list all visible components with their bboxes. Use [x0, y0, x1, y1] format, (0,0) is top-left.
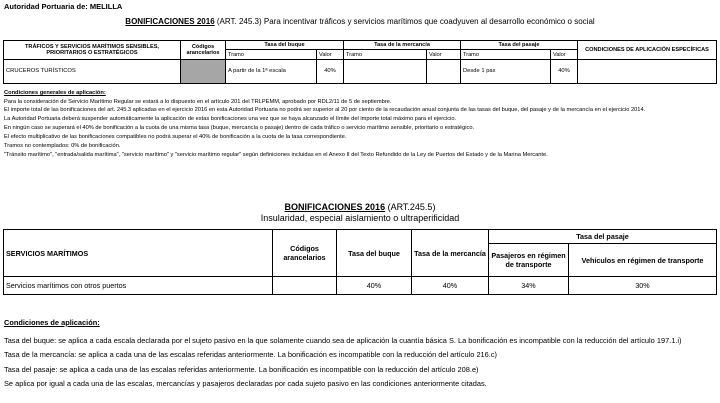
application-conditions-heading: Condiciones de aplicación: [4, 318, 100, 327]
section2-title-bold: BONIFICACIONES 2016 [284, 202, 386, 212]
col-header-pasajeros: Pasajeros en régimen de transporte [489, 244, 569, 277]
condition-line: Tramos no contemplados: 0% de bonificación. [4, 143, 121, 149]
cell-codes [273, 277, 337, 295]
section2-title-rest: (ART.245.5) [385, 202, 436, 212]
condition-paragraph: Se aplica por igual a cada una de las escalas, mercancías y pasajeros declaradas por cada sujeto pasivo en las condiciones anteriormente citadas. [4, 379, 487, 388]
cell-vehiculos: 30% [569, 277, 717, 295]
section1-title-rest: (ART. 245.3) Para incentivar tráficos y servicios marítimos que coadyuven al desarrollo económico o social [214, 17, 595, 26]
section2-subtitle: Insularidad, especial aislamiento o ultraperificidad [260, 213, 460, 223]
cell-pasajeros: 34% [489, 277, 569, 295]
section1-title-bold: BONIFICACIONES 2016 [125, 17, 215, 26]
section2-title [0, 202, 720, 224]
col-header-tasa-pasaje: Tasa del pasaje [461, 41, 578, 50]
col-header-codes: Códigos arancelarios [273, 230, 337, 277]
condition-line: El efecto multiplicativo de las bonificaciones compatibles no podrá superar el 40% de bonificación a la cuota de la tasa correspondiente. [4, 134, 347, 140]
col-header-services: SERVICIOS MARÍTIMOS [4, 230, 273, 277]
cell-buque: 40% [337, 277, 412, 295]
sub-header-tramo: Tramo [226, 50, 317, 60]
bonus-table-245-3 [3, 40, 717, 84]
col-header-tasa-mercancia: Tasa de la mercancía [344, 41, 461, 50]
application-conditions [4, 318, 716, 394]
col-header-tasa-mercancia: Tasa de la mercancía [412, 230, 489, 277]
condition-paragraph: Tasa de la mercancía: se aplica a cada una de las escalas referidas anteriormente. La bonificación es incompatible con la reducción del artículo 216.c) [4, 350, 497, 359]
sub-header-valor: Valor [427, 50, 461, 60]
col-header-tasa-buque: Tasa del buque [226, 41, 344, 50]
cell-codes [181, 60, 226, 84]
cell-pasaje-tramo: Desde 1 pax [461, 60, 551, 84]
condition-line: El importe total de las bonificaciones del art. 245.3 aplicadas en el ejercicio 2016 en esta Autoridad Portuaria no podrá ser superior al 20 por ciento de la recaudación anual conjunta de las tasas del buque, del pasaje y de la mercancía en el ejercicio 2014. [4, 107, 646, 113]
section1-title [0, 17, 720, 26]
condition-line: "Tránsito marítimo", "entrada/salida marítima", "servicio marítimo" y "servicio marítimo regular" según definiciones incluidas en el Anexo II del Texto Refundido de la Ley de Puertos del Estado y de la Marina Mercante. [4, 152, 548, 158]
condition-line: La Autoridad Portuaria deberá suspender automáticamente la aplicación de estas bonificaciones una vez que se haya alcanzado el límite del importe total máximo para el ejercicio. [4, 116, 457, 122]
col-header-tasa-pasaje: Tasa del pasaje [489, 230, 717, 244]
condition-line: Para la consideración de Servicio Marítimo Regular se estará a lo dispuesto en el artículo 201 del TRLPEMM, aprobado por RDL2/11 de 5 de septiembre. [4, 99, 392, 105]
general-conditions-heading: Condiciones generales de aplicación: [4, 90, 106, 96]
col-header-tasa-buque: Tasa del buque [337, 230, 412, 277]
col-header-traffic: TRÁFICOS Y SERVICIOS MARÍTIMOS SENSIBLES, PRIORITARIOS O ESTRATÉGICOS [4, 41, 181, 60]
general-conditions [4, 89, 716, 160]
sub-header-valor: Valor [551, 50, 578, 60]
cell-pasaje-valor: 40% [551, 60, 578, 84]
sub-header-valor: Valor [317, 50, 344, 60]
cell-mercancia-valor [427, 60, 461, 84]
cell-conditions [578, 60, 717, 84]
cell-service: Servicios marítimos con otros puertos [4, 277, 273, 295]
sub-header-tramo: Tramo [344, 50, 427, 60]
col-header-codes: Códigos arancelarios [181, 41, 226, 60]
condition-paragraph: Tasa del buque: se aplica a cada escala declarada por el sujeto pasivo en la que solamente cuando sea de aplicación la cuantía básica S. La bonificación es incompatible con la reducción del artículo 197.1.i) [4, 335, 682, 345]
cell-buque-valor: 40% [317, 60, 344, 84]
condition-paragraph: Tasa del pasaje: se aplica a cada una de las escalas referidas anteriormente. La bonificación es incompatible con la reducción del artículo 208.e) [4, 364, 479, 374]
cell-mercancia: 40% [412, 277, 489, 295]
col-header-vehiculos: Vehículos en régimen de transporte [569, 244, 717, 277]
cell-mercancia-tramo [344, 60, 427, 84]
table-row [4, 60, 717, 84]
port-authority-label: Autoridad Portuaria de: MELILLA [4, 2, 123, 11]
cell-traffic: CRUCEROS TURÍSTICOS [4, 60, 181, 84]
bonus-table-245-5 [3, 229, 717, 295]
condition-line: En ningún caso se superará el 40% de bonificación a la cuota de una misma tasa (buque, mercancía o pasaje) dentro de cada tráfico o servicio marítimo sensible, prioritario o estratégico. [4, 125, 475, 131]
cell-buque-tramo: A partir de la 1ª escala [226, 60, 317, 84]
table-row [4, 277, 717, 295]
col-header-conditions: CONDICIONES DE APLICACIÓN ESPECÍFICAS [578, 41, 717, 60]
sub-header-tramo: Tramo [461, 50, 551, 60]
